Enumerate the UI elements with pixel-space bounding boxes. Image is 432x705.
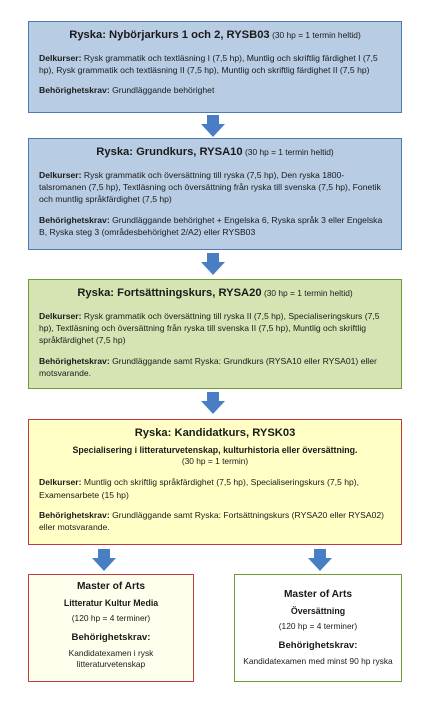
requirements-label: Behörighetskrav: — [278, 639, 358, 651]
requirements-text: Kandidatexamen med minst 90 hp ryska — [243, 655, 393, 666]
course-box-rysk03 — [28, 419, 402, 545]
requirements-section — [39, 84, 391, 96]
master-programme: Översättning — [290, 606, 346, 617]
delkurser-text: Muntlig och skriftlig språkfärdighet (7,5 hp), Specialiseringskurs (7,5 hp), Examensarbete (15 hp) — [39, 477, 360, 500]
requirements-label: Behörighetskrav: — [39, 509, 110, 520]
course-title-row — [39, 145, 391, 161]
course-title-row — [39, 28, 391, 44]
requirements-text: Grundläggande behörighet — [112, 85, 215, 96]
down-arrow-icon — [201, 392, 225, 414]
course-box-rysb03 — [28, 21, 402, 113]
master-title: Master of Arts — [283, 589, 353, 600]
requirements-text: Grundläggande samt Ryska: Grundkurs (RYSA10 eller RYSA01) eller motsvarande. — [39, 355, 377, 378]
delkurser-text: Rysk grammatik och översättning till ryska II (7,5 hp), Specialiseringskurs (7,5 hp), Textläsning och översättning från ryska till svenska II (7,5 hp), Muntlig och skriftlig språkfärdighet (7,5 hp) — [39, 310, 380, 346]
course-box-rysa10 — [28, 138, 402, 250]
delkurser-section — [39, 52, 391, 76]
master-title: Master of Arts — [76, 581, 146, 592]
delkurser-section — [39, 476, 391, 500]
course-title: Ryska: Grundkurs, RYSA10 — [96, 146, 243, 158]
requirements-label: Behörighetskrav: — [71, 631, 151, 643]
requirements-text: Kandidatexamen i rysk litteraturvetenskap — [68, 647, 154, 670]
delkurser-section — [39, 310, 391, 347]
down-arrow-icon — [308, 549, 332, 571]
delkurser-section — [39, 169, 391, 206]
delkurser-label: Delkurser: — [39, 169, 82, 180]
course-title: Ryska: Kandidatkurs, RYSK03 — [134, 427, 296, 439]
master-box-litteratur — [28, 574, 194, 682]
course-title-block — [39, 426, 391, 468]
down-arrow-icon — [201, 115, 225, 137]
course-title: Ryska: Nybörjarkurs 1 och 2, RYSB03 — [69, 29, 270, 41]
course-title-row — [39, 286, 391, 302]
requirements-section — [39, 355, 391, 379]
delkurser-label: Delkurser: — [39, 310, 82, 321]
delkurser-label: Delkurser: — [39, 52, 82, 63]
delkurser-text: Rysk grammatik och översättning till ryska (7,5 hp), Den ryska 1800-talsromanen (7,5 hp), Textläsning och översättning från ryska till svenska (7,5 hp), Fonetik och muntlig språkfärdighet (7,5 hp) — [39, 169, 381, 205]
requirements-text: Grundläggande samt Ryska: Fortsättningskurs (RYSA20 eller RYSA02) eller motsvarande. — [39, 509, 385, 532]
master-credit-note: (120 hp = 4 terminer) — [278, 620, 358, 631]
down-arrow-icon — [92, 549, 116, 571]
course-credit-note: (30 hp = 1 termin heltid) — [272, 30, 361, 40]
delkurser-label: Delkurser: — [39, 477, 82, 488]
course-box-rysa20 — [28, 279, 402, 389]
requirements-section — [39, 509, 391, 533]
requirements-label: Behörighetskrav: — [39, 214, 110, 225]
course-credit-note: (30 hp = 1 termin heltid) — [263, 288, 353, 298]
requirements-label: Behörighetskrav: — [39, 85, 110, 96]
requirements-section — [39, 214, 391, 238]
delkurser-text: Rysk grammatik och textläsning I (7,5 hp), Muntlig och skriftlig färdighet I (7,5 hp), Rysk grammatik och textläsning II (7,5 hp), Muntlig och skriftlig färdighet II (7,5 hp) — [39, 52, 378, 76]
requirements-label: Behörighetskrav: — [39, 355, 110, 366]
course-title: Ryska: Fortsättningskurs, RYSA20 — [77, 287, 262, 299]
course-specialisation: Specialisering i litteraturvetenskap, kulturhistoria eller översättning. — [72, 444, 358, 455]
master-credit-note: (120 hp = 4 terminer) — [71, 612, 151, 623]
master-programme: Litteratur Kultur Media — [63, 598, 159, 609]
course-credit-note: (30 hp = 1 termin) — [181, 456, 249, 467]
master-box-oversattning — [234, 574, 402, 682]
course-credit-note: (30 hp = 1 termin heltid) — [245, 147, 334, 157]
requirements-text: Grundläggande behörighet + Engelska 6, Ryska språk 3 eller Engelska B, Ryska steg 3 (områdesbehörighet 2/A2) eller RYSB03 — [39, 214, 383, 237]
down-arrow-icon — [201, 253, 225, 275]
